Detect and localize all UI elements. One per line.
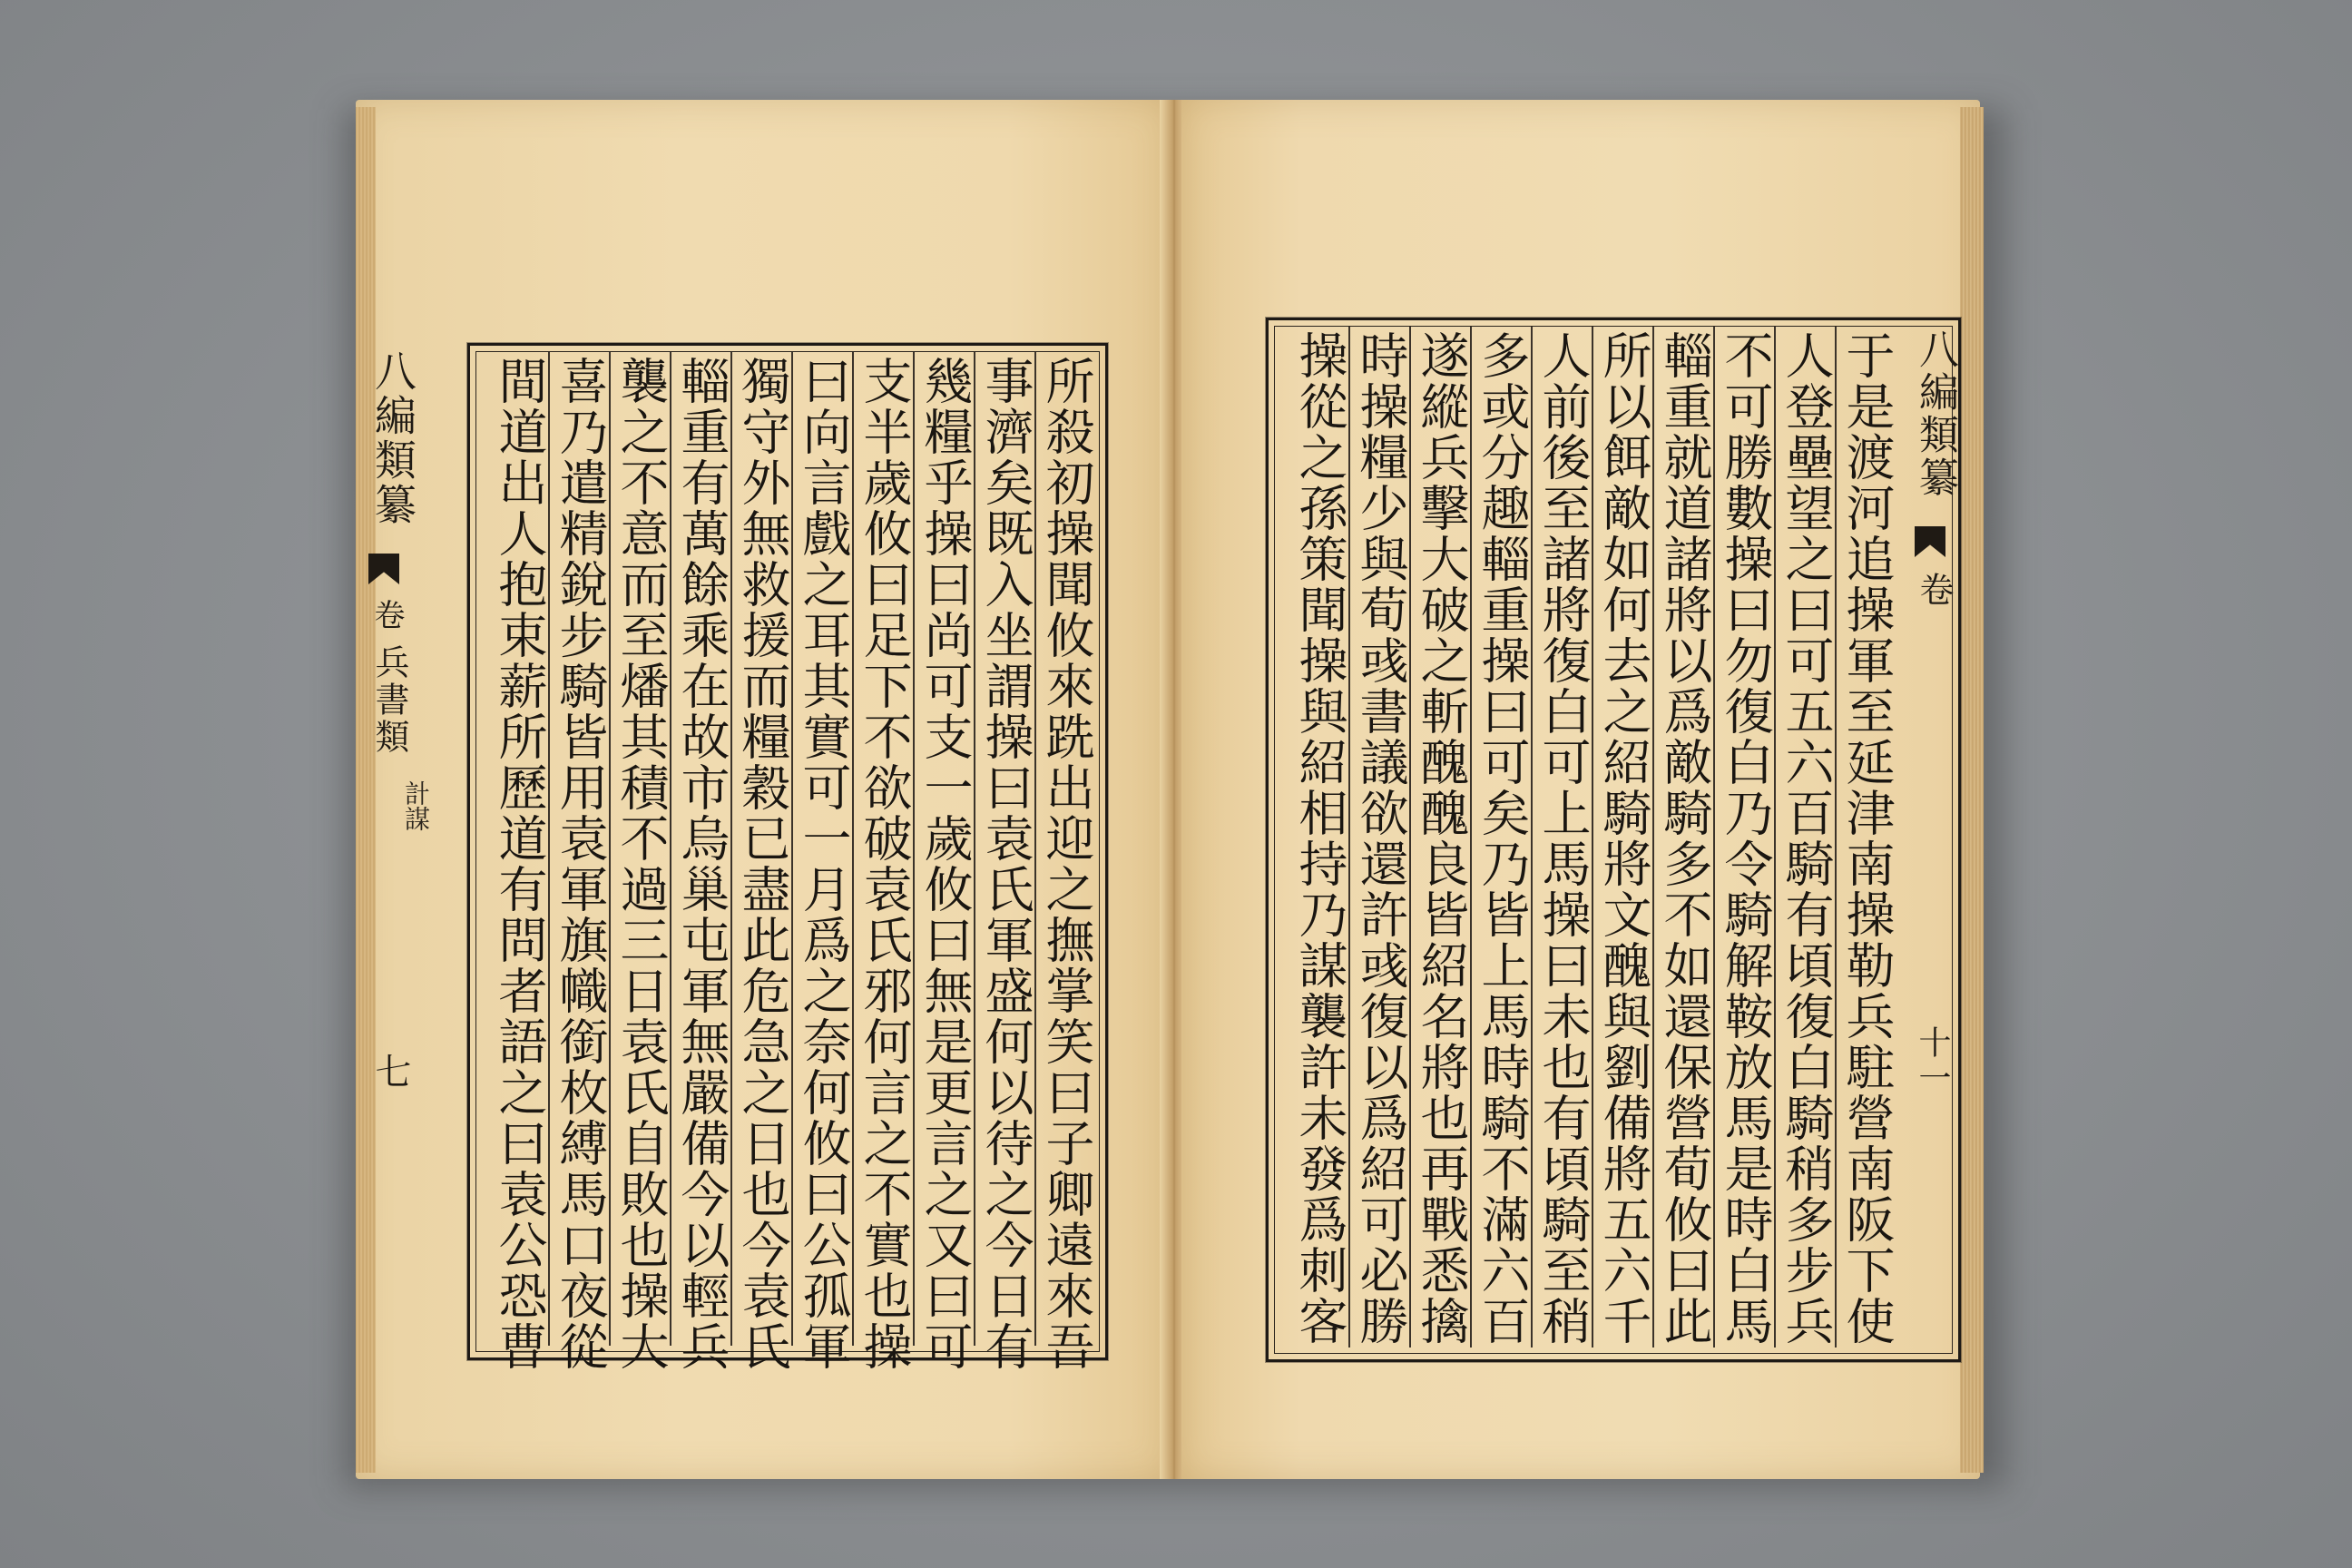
right-column-rule — [1470, 327, 1472, 1348]
right-column-rule — [1592, 327, 1593, 1348]
left-column-rule — [791, 352, 793, 1346]
right-column-3: 不可勝數操曰勿復白乃令騎解鞍放馬是時白馬 — [1717, 330, 1774, 1347]
right-column-5: 所以餌敵如何去之紹騎將文醜與劉備將五六千 — [1595, 330, 1652, 1347]
right-column-8: 遂縱兵擊大破之斬醜醜良皆紹名將也再戰悉擒 — [1413, 330, 1470, 1347]
left-column-3: 幾糧乎操曰尚可支一歲攸曰無是更言之又曰可 — [916, 356, 974, 1372]
left-column-rule — [670, 352, 671, 1346]
right-column-6: 人前後至諸將復白可上馬操曰未也有頃騎至稍 — [1534, 330, 1592, 1347]
right-column-rule — [1348, 327, 1350, 1348]
left-column-rule — [974, 352, 975, 1346]
right-margin-volume: 卷 — [1914, 572, 1954, 609]
left-column-rule — [730, 352, 732, 1346]
right-column-2: 人登壘望之曰可五六百騎有頃復白騎稍多步兵 — [1778, 330, 1835, 1347]
left-margin-folio: 七 — [369, 1053, 411, 1092]
right-column-rule — [1774, 327, 1776, 1348]
left-column-4: 支半歲攸曰足下不欲破袁氏邪何言之不實也操 — [856, 356, 913, 1372]
right-column-rule — [1713, 327, 1715, 1348]
left-column-1: 所殺初操聞攸來跣出迎之撫掌笑曰子卿遠來吾 — [1038, 356, 1095, 1372]
left-column-9: 喜乃遣精銳步騎皆用袁軍旗幟銜枚縛馬口夜從 — [552, 356, 609, 1372]
right-page-edges — [1960, 107, 1984, 1473]
right-margin-folio: 十一 — [1914, 1025, 1951, 1096]
right-margin-title: 八編類纂 — [1912, 328, 1958, 499]
left-column-rule — [913, 352, 915, 1346]
right-column-10: 操從之孫策聞操與紹相持乃謀襲許未發爲刺客 — [1291, 330, 1348, 1347]
right-column-4: 輜重就道諸將以爲敵騎多不如還保營荀攸曰此 — [1656, 330, 1713, 1347]
left-column-rule — [609, 352, 611, 1346]
right-column-rule — [1652, 327, 1654, 1348]
left-column-10: 間道出人抱束薪所歷道有問者語之曰袁公恐曹 — [491, 356, 548, 1372]
right-column-9: 時操糧少與荀彧書議欲還許彧復以爲紹可必勝 — [1352, 330, 1409, 1347]
left-column-7: 輜重有萬餘乘在故市烏巢屯軍無嚴備今以輕兵 — [673, 356, 730, 1372]
left-column-5: 曰向言戲之耳其實可一月爲之奈何攸曰公孤軍 — [795, 356, 852, 1372]
left-column-rule — [1034, 352, 1036, 1346]
left-column-6: 獨守外無救援而糧穀已盡此危急之日也今袁氏 — [734, 356, 791, 1372]
left-page-edges — [356, 107, 376, 1473]
left-margin-volume: 卷 — [368, 599, 405, 632]
right-column-1: 于是渡河追操軍至延津南操勒兵駐營南阪下使 — [1838, 330, 1896, 1347]
left-column-rule — [852, 352, 854, 1346]
right-column-rule — [1409, 327, 1411, 1348]
left-column-rule — [548, 352, 550, 1346]
left-margin-title: 八編類纂 — [368, 349, 417, 527]
left-margin-chapter: 兵書類 — [369, 644, 409, 756]
right-column-rule — [1835, 327, 1837, 1348]
left-column-2: 事濟矣既入坐謂操曰袁氏軍盛何以待之今日有 — [977, 356, 1034, 1372]
left-margin-sub: 計謀 — [401, 780, 431, 831]
right-column-rule — [1531, 327, 1533, 1348]
right-column-7: 多或分趣輜重操曰可矣乃皆上馬時騎不滿六百 — [1474, 330, 1531, 1347]
left-column-8: 襲之不意而至燔其積不過三日袁氏自敗也操大 — [612, 356, 670, 1372]
